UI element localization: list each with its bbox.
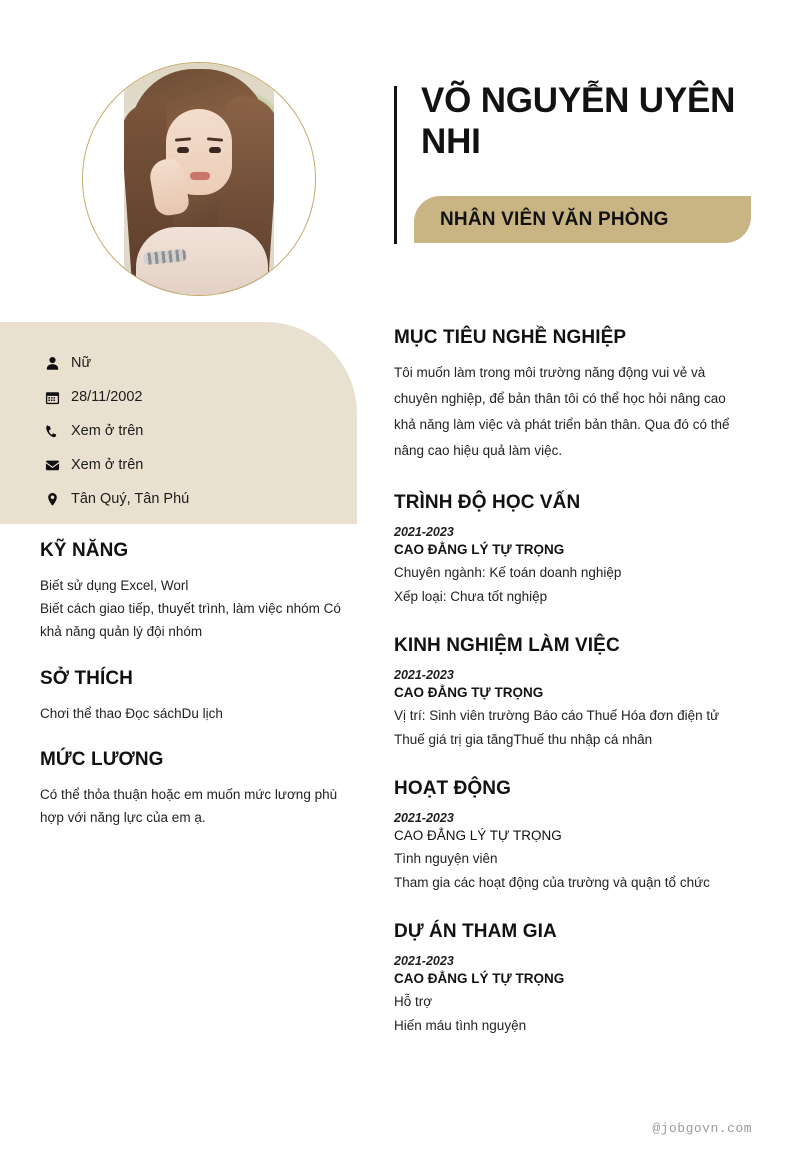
contact-item-dob bbox=[45, 380, 357, 414]
section-skills bbox=[40, 540, 358, 644]
entry-organization: CAO ĐẲNG TỰ TRỌNG bbox=[394, 684, 544, 700]
objective-body: Tôi muốn làm trong môi trường năng động vui vẻ và chuyên nghiệp, để bản thân tôi có thể học hỏi nâng cao khả năng làm việc và phát triển bản thân. Qua đó có thể nâng cao hiệu quả làm việc. bbox=[394, 365, 730, 458]
job-title-banner bbox=[414, 196, 751, 243]
salary-line-1: Có thể thỏa thuận hoặc em muốn mức lương phù hợp với năng lực của em ạ. bbox=[40, 786, 338, 826]
contact-value: Xem ở trên bbox=[71, 423, 144, 439]
entry-detail: Tham gia các hoạt động của trường và quận tổ chức bbox=[394, 874, 710, 890]
entry-date: 2021-2023 bbox=[394, 524, 454, 539]
cv-header bbox=[0, 0, 790, 320]
entry-detail: Hỗ trợ bbox=[394, 993, 433, 1009]
entry-date: 2021-2023 bbox=[394, 667, 454, 682]
entry-detail: Vị trí: Sinh viên trường Báo cáo Thuế Hóa đơn điện tử bbox=[394, 707, 720, 723]
avatar-image bbox=[124, 63, 274, 296]
section-heading: HOẠT ĐỘNG bbox=[394, 777, 512, 799]
location-pin-icon bbox=[45, 492, 67, 507]
entry-detail: Thuế giá trị gia tăngThuế thu nhập cá nhân bbox=[394, 731, 653, 747]
section-heading: MỨC LƯƠNG bbox=[40, 748, 164, 770]
contact-value: Tân Quý, Tân Phú bbox=[71, 491, 190, 507]
candidate-name: VÕ NGUYỄN UYÊN NHI bbox=[421, 81, 736, 162]
contact-item-phone bbox=[45, 414, 357, 448]
section-heading: TRÌNH ĐỘ HỌC VẤN bbox=[394, 491, 581, 513]
contact-value: Xem ở trên bbox=[71, 457, 144, 473]
entry-detail: Tình nguyện viên bbox=[394, 850, 498, 866]
entry-detail: Hiến máu tình nguyện bbox=[394, 1017, 527, 1033]
person-icon bbox=[45, 356, 67, 371]
hobbies-line-1: Chơi thể thao Đọc sáchDu lịch bbox=[40, 705, 223, 721]
contact-item-address bbox=[45, 482, 357, 516]
entry-organization: CAO ĐẲNG LÝ TỰ TRỌNG bbox=[394, 827, 562, 843]
section-heading: KỸ NĂNG bbox=[40, 540, 129, 561]
contact-item-gender bbox=[45, 346, 357, 380]
envelope-icon bbox=[45, 458, 67, 473]
avatar bbox=[82, 62, 316, 296]
contact-panel bbox=[0, 322, 357, 524]
section-heading: DỰ ÁN THAM GIA bbox=[394, 920, 557, 942]
section-hobbies bbox=[40, 668, 358, 725]
section-experience bbox=[394, 635, 750, 752]
section-activities bbox=[394, 778, 750, 895]
section-salary bbox=[40, 749, 358, 829]
section-projects bbox=[394, 921, 750, 1038]
calendar-icon bbox=[45, 390, 67, 405]
contact-value: 28/11/2002 bbox=[71, 389, 143, 405]
entry-organization: CAO ĐẲNG LÝ TỰ TRỌNG bbox=[394, 970, 565, 986]
watermark: @jobgovn.com bbox=[652, 1121, 752, 1136]
entry-date: 2021-2023 bbox=[394, 810, 454, 825]
left-column bbox=[40, 540, 358, 829]
contact-item-email bbox=[45, 448, 357, 482]
section-objective bbox=[394, 327, 750, 464]
entry-organization: CAO ĐẲNG LÝ TỰ TRỌNG bbox=[394, 541, 565, 557]
entry-detail: Chuyên ngành: Kế toán doanh nghiệp bbox=[394, 564, 622, 580]
section-heading: SỞ THÍCH bbox=[40, 667, 134, 689]
phone-icon bbox=[45, 424, 67, 439]
right-column bbox=[394, 327, 750, 1038]
skills-line-2: Biết cách giao tiếp, thuyết trình, làm việc nhóm Có khả năng quản lý đội nhóm bbox=[40, 601, 341, 640]
contact-value: Nữ bbox=[71, 355, 92, 371]
entry-detail: Xếp loại: Chưa tốt nghiệp bbox=[394, 588, 548, 604]
section-heading: MỤC TIÊU NGHỀ NGHIỆP bbox=[394, 327, 627, 348]
job-title-text: NHÂN VIÊN VĂN PHÒNG bbox=[440, 208, 669, 230]
entry-date: 2021-2023 bbox=[394, 953, 454, 968]
skills-line-1: Biết sử dụng Excel, Worl bbox=[40, 578, 189, 593]
section-heading: KINH NGHIỆM LÀM VIỆC bbox=[394, 634, 620, 656]
section-education bbox=[394, 492, 750, 609]
portrait-illustration bbox=[124, 63, 274, 296]
